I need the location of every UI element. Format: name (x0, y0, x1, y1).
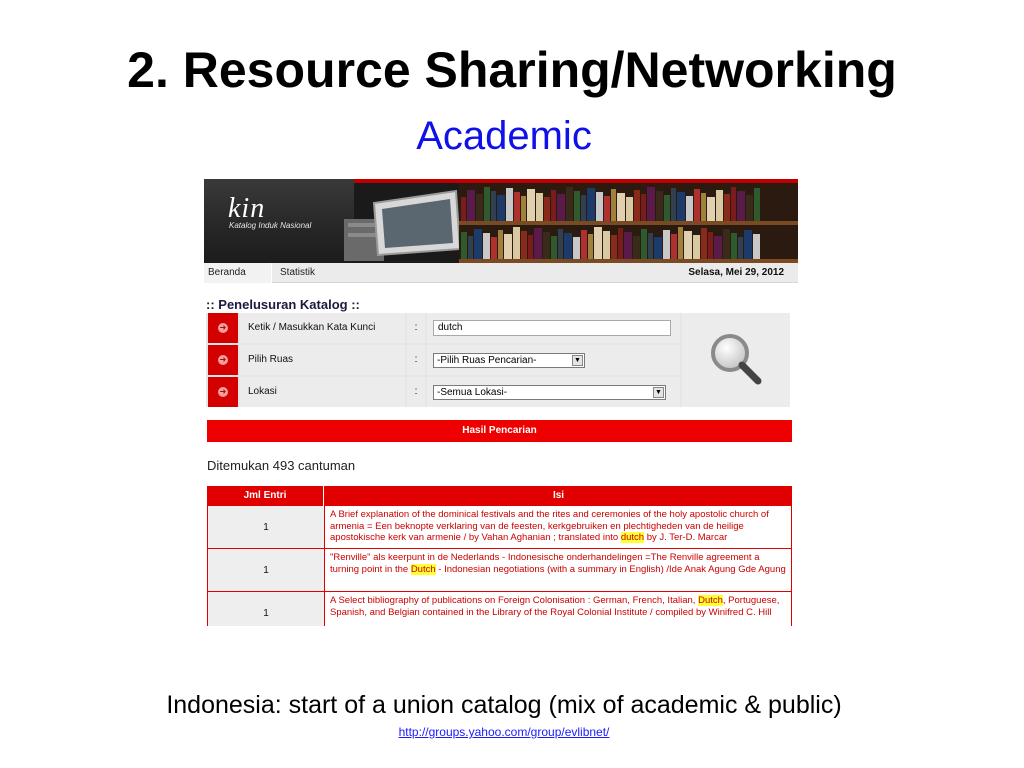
entry-count: 1 (208, 506, 325, 548)
book-spine (618, 228, 623, 261)
search-form (206, 313, 790, 407)
book-spine (693, 235, 700, 261)
current-date: Selasa, Mei 29, 2012 (688, 267, 784, 278)
book-spine (648, 233, 653, 261)
field-select-value: -Pilih Ruas Pencarian- (437, 355, 537, 366)
book-spine (596, 192, 603, 221)
search-term-highlight: dutch (620, 532, 645, 543)
keyword-input[interactable]: dutch (433, 320, 671, 336)
book-spine (731, 187, 736, 221)
book-spine (566, 187, 573, 221)
site-banner (204, 179, 798, 263)
result-text-before: A Select bibliography of publications on Foreign Colonisation : German, French, Italian, (330, 595, 699, 606)
book-spine (467, 190, 475, 221)
book-spine (641, 194, 646, 221)
book-spine (663, 230, 670, 261)
book-spine (753, 234, 760, 261)
slide-caption: Indonesia: start of a union catalog (mix of academic & public) (166, 691, 842, 719)
book-spine (686, 196, 693, 221)
book-spine (671, 234, 677, 261)
field-select[interactable] (433, 353, 585, 368)
search-icon[interactable] (708, 331, 768, 391)
book-spine (611, 235, 617, 261)
book-spine (634, 190, 640, 221)
nav-beranda[interactable]: Beranda (204, 263, 272, 283)
separator-colon: : (407, 313, 425, 343)
location-label: Lokasi (240, 377, 405, 407)
results-count: Ditemukan 493 cantuman (207, 458, 356, 473)
book-spine (564, 233, 572, 261)
book-spine (737, 191, 745, 221)
book-spine (677, 192, 685, 221)
book-spine (754, 188, 760, 221)
table-row (207, 549, 792, 592)
book-spine (544, 197, 550, 221)
catalog-screenshot (204, 179, 798, 626)
separator-colon: : (407, 345, 425, 375)
results-header-bar: Hasil Pencarian (207, 420, 792, 442)
entry-count: 1 (208, 549, 325, 591)
book-spine (497, 195, 505, 221)
search-heading: :: Penelusuran Katalog :: (206, 297, 360, 312)
book-spine (551, 236, 557, 261)
book-spine (574, 191, 580, 221)
book-spine (543, 232, 550, 261)
field-label: Pilih Ruas (240, 345, 405, 375)
book-spine (534, 228, 542, 261)
computer-monitor-image (344, 189, 464, 261)
book-spine (506, 188, 513, 221)
book-spine (551, 190, 556, 221)
result-text[interactable] (326, 592, 791, 626)
slide-subtitle: Academic (416, 114, 592, 158)
result-text-after: , Portuguese, Spanish, and Belgian contained in the Library of the Royal Colonial Institute / compiled by Winifred C. Hill (330, 595, 780, 618)
book-spine (744, 230, 752, 261)
book-spine (468, 236, 473, 261)
book-spine (587, 188, 595, 221)
table-row (207, 592, 792, 626)
book-spine (633, 236, 640, 261)
row-bullet-icon: ➜ (208, 345, 238, 375)
table-row (207, 506, 792, 549)
row-bullet-icon: ➜ (208, 313, 238, 343)
book-spine (617, 193, 625, 221)
keyword-field-cell (427, 313, 680, 343)
result-text[interactable] (326, 549, 791, 591)
result-text-after: by J. Ter-D. Marcar (644, 532, 728, 543)
column-header-content: Isi (552, 490, 565, 501)
search-button-cell (682, 313, 790, 407)
book-spine (491, 237, 497, 261)
book-spine (654, 237, 662, 261)
field-select-cell (427, 345, 680, 375)
book-spine (701, 228, 707, 261)
book-spine (581, 230, 587, 261)
search-term-highlight: Dutch (410, 563, 436, 575)
row-bullet-icon: ➜ (208, 377, 238, 407)
result-text-after: - Indonesian negotiations (with a summary in English) /Ide Anak Agung Gde Agung (435, 563, 786, 575)
book-spine (731, 233, 737, 261)
site-navbar (204, 263, 798, 283)
book-spine (476, 194, 483, 221)
book-spine (528, 235, 533, 261)
slide-title: 2. Resource Sharing/Networking (127, 42, 897, 98)
book-spine (513, 227, 520, 261)
source-link[interactable]: http://groups.yahoo.com/group/evlibnet/ (398, 725, 610, 739)
book-spine (461, 197, 466, 221)
book-spine (557, 194, 565, 221)
book-spine (573, 237, 580, 261)
bookshelf-image (459, 183, 798, 263)
shelf-row-lower (459, 225, 798, 261)
book-spine (491, 191, 496, 221)
book-spine (724, 194, 730, 221)
location-select-cell (427, 377, 680, 407)
book-spine (461, 232, 467, 261)
book-spine (716, 190, 723, 221)
site-logo-subtitle: Katalog Induk Nasional (229, 221, 312, 230)
shelf-row-upper (459, 185, 798, 221)
book-spine (521, 196, 526, 221)
book-spine (701, 193, 706, 221)
nav-statistik[interactable]: Statistik (280, 267, 316, 278)
separator-colon: : (407, 377, 425, 407)
book-spine (594, 227, 602, 261)
book-spine (604, 196, 610, 221)
book-spine (498, 230, 503, 261)
location-select-value: -Semua Lokasi- (437, 387, 508, 398)
book-spine (588, 234, 593, 261)
book-spine (664, 195, 670, 221)
book-spine (641, 229, 647, 261)
search-row-keyword (206, 313, 680, 343)
book-spine (603, 231, 610, 261)
book-spine (483, 233, 490, 261)
book-spine (484, 187, 490, 221)
result-text[interactable] (326, 506, 791, 548)
chevron-down-icon[interactable]: ▼ (572, 355, 583, 366)
book-spine (626, 197, 633, 221)
book-spine (611, 189, 616, 221)
book-spine (474, 229, 482, 261)
chevron-down-icon[interactable]: ▼ (653, 387, 664, 398)
search-term-highlight: Dutch (698, 595, 723, 606)
book-spine (536, 193, 543, 221)
results-table-header (207, 486, 792, 506)
book-spine (624, 232, 632, 261)
column-header-count: Jml Entri (207, 486, 324, 506)
book-spine (504, 234, 512, 261)
book-spine (514, 192, 520, 221)
book-spine (708, 232, 713, 261)
book-spine (678, 227, 683, 261)
result-text-before: A Brief explanation of the dominical festivals and the rites and ceremonies of the holy apostolic church of armenia = Een beknopte verklaring van de feesten, kerkgebruiken en plechtigheden van de heilige apostokische kerk van armenie / by Vahan Aghanian ; translated into (330, 509, 769, 543)
search-row-location (206, 377, 680, 407)
book-spine (714, 236, 722, 261)
book-spine (558, 229, 563, 261)
book-spine (746, 195, 753, 221)
site-logo[interactable]: kin (228, 193, 266, 224)
search-row-field (206, 345, 680, 375)
result-text-before: "Renville" als keerpunt in de Nederlands - Indonesische onderhandelingen =The Renville agreement a turning point in the (330, 552, 760, 575)
book-spine (694, 189, 700, 221)
entry-count: 1 (208, 592, 325, 626)
book-spine (521, 231, 527, 261)
book-spine (707, 197, 715, 221)
book-spine (581, 195, 586, 221)
book-spine (684, 231, 692, 261)
book-spine (527, 189, 535, 221)
book-spine (647, 187, 655, 221)
book-spine (738, 237, 743, 261)
book-spine (723, 229, 730, 261)
location-select[interactable] (433, 385, 666, 400)
keyword-label: Ketik / Masukkan Kata Kunci (240, 313, 405, 343)
book-spine (656, 191, 663, 221)
book-spine (671, 188, 676, 221)
